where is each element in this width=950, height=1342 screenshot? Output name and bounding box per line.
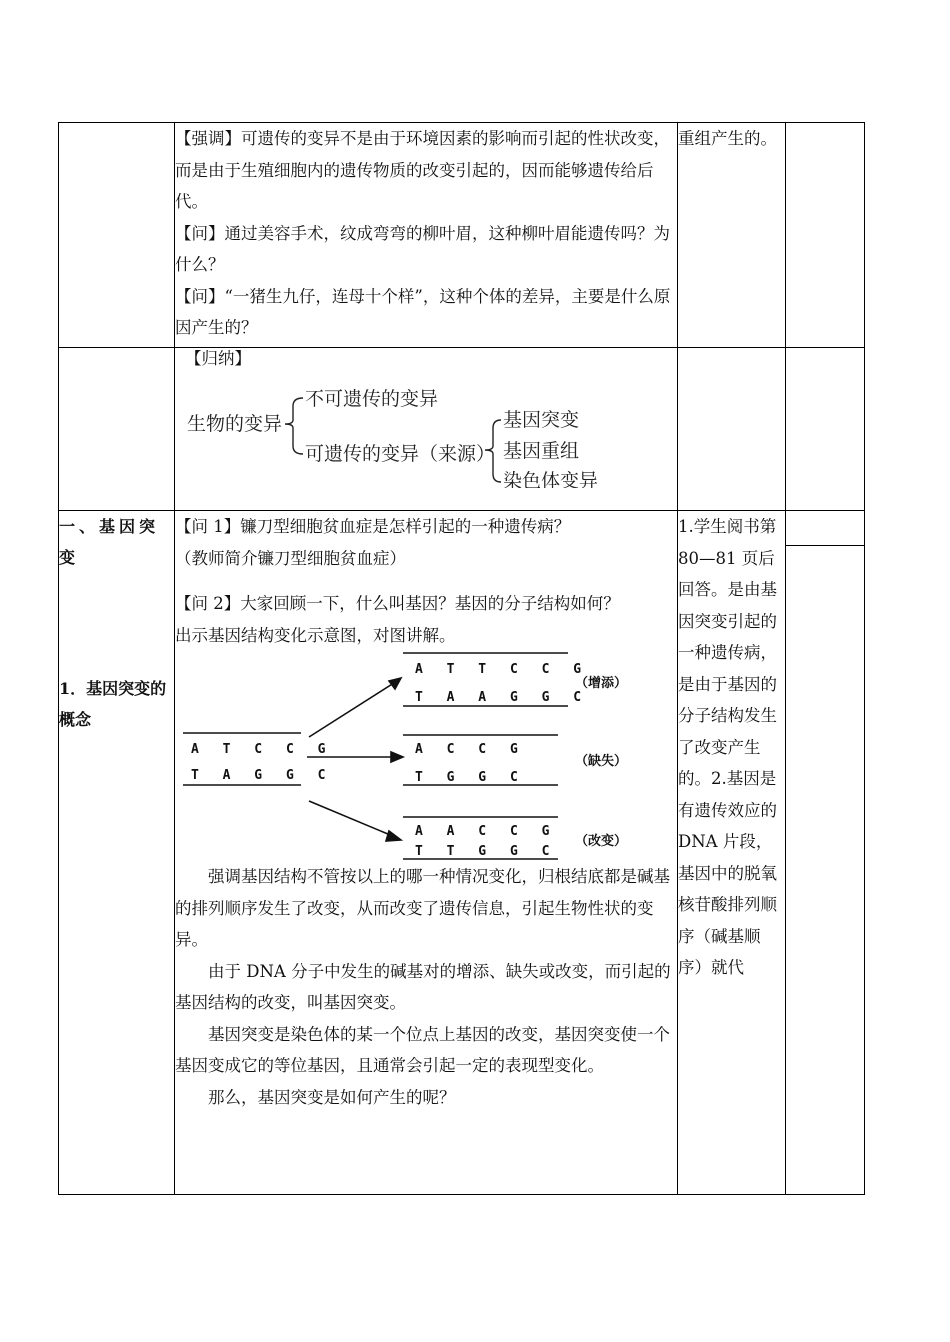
student-answer: 重组产生的。 bbox=[678, 129, 777, 148]
variation-classification-diagram bbox=[185, 370, 665, 488]
definition-paragraph: 由于 DNA 分子中发生的碱基对的增添、缺失或改变，而引起的基因结构的改变，叫基因突变。 bbox=[175, 961, 671, 1012]
question-2: 【问 2】大家回顾一下，什么叫基因？基因的分子结构如何？ bbox=[175, 594, 620, 613]
section-label-cell bbox=[59, 511, 175, 1195]
deletion-strand-top: A C C G bbox=[415, 742, 526, 757]
student-activity-cell bbox=[678, 348, 786, 511]
question-1: 【问 1】镰刀型细胞贫血症是怎样引起的一种遗传病？ bbox=[175, 517, 571, 536]
label-cell-empty bbox=[59, 348, 175, 511]
notes-cell bbox=[786, 123, 865, 348]
notes-subcell bbox=[786, 511, 864, 546]
summary-heading: 【归纳】 bbox=[185, 349, 251, 368]
content-cell bbox=[175, 123, 678, 348]
question-paragraph: 【问】通过美容手术，纹成弯弯的柳叶眉，这种柳叶眉能遗传吗？为什么？ bbox=[175, 223, 670, 274]
brace-lines bbox=[285, 398, 501, 482]
diagram-leaf: 基因突变 bbox=[503, 410, 580, 431]
original-strand-bottom: T A G G C bbox=[191, 768, 334, 783]
diagram-branch-bottom: 可遗传的变异（来源） bbox=[305, 444, 496, 465]
table-row bbox=[59, 511, 865, 1195]
question-1-note: （教师简介镰刀型细胞贫血症） bbox=[175, 548, 406, 568]
deletion-label: （缺失） bbox=[575, 754, 628, 769]
student-activity-cell bbox=[678, 123, 786, 348]
table-row bbox=[59, 348, 865, 511]
explanation-paragraph: 强调基因结构不管按以上的哪一种情况变化，归根结底都是碱基的排列顺序发生了改变，从而改变了遗传信息，引起生物性状的变异。 bbox=[175, 867, 670, 949]
explanation-paragraph: 基因突变是染色体的某一个位点上基因的改变，基因突变使一个基因变成它的等位基因，且通常会引起一定的表现型变化。 bbox=[175, 1024, 670, 1075]
original-strand-top: A T C C G bbox=[191, 742, 334, 757]
student-activity-cell bbox=[678, 511, 786, 1195]
summary-cell bbox=[175, 348, 678, 511]
diagram-leaf: 基因重组 bbox=[503, 441, 580, 462]
notes-cell bbox=[786, 348, 865, 511]
emphasis-paragraph: 【强调】可遗传的变异不是由于环境因素的影响而引起的性状改变，而是由于生殖细胞内的遗传物质的改变引起的，因而能够遗传给后代。 bbox=[175, 129, 670, 211]
gene-structure-change-figure bbox=[183, 651, 653, 861]
diagram-leaf: 染色体变异 bbox=[503, 471, 599, 488]
section-label: 一、基因突变 bbox=[59, 517, 160, 567]
change-strand-bottom: T T G G C bbox=[415, 844, 558, 859]
table-row bbox=[59, 123, 865, 348]
student-answer: 1.学生阅书第 80—81 页后回答。是由基因突变引起的一种遗传病，是由于基因的分子结构发生了改变产生的。2.基因是有遗传效应的 DNA 片段，基因中的脱氧核苷酸排列顺序（碱基顺序）就代 bbox=[678, 517, 777, 977]
notes-cell bbox=[786, 511, 865, 1195]
addition-strand-top: A T T C C G bbox=[415, 662, 590, 677]
label-cell-empty bbox=[59, 123, 175, 348]
change-label: （改变） bbox=[575, 834, 628, 849]
change-strand-top: A A C C G bbox=[415, 824, 558, 839]
arrows bbox=[307, 678, 403, 841]
content-cell bbox=[175, 511, 678, 1195]
figure-intro: 出示基因结构变化示意图，对图讲解。 bbox=[175, 625, 456, 645]
diagram-branch-top: 不可遗传的变异 bbox=[305, 389, 439, 410]
subsection-label: 1．基因突变的概念 bbox=[59, 679, 167, 729]
diagram-root: 生物的变异 bbox=[187, 414, 283, 435]
question-paragraph: 那么，基因突变是如何产生的呢？ bbox=[208, 1087, 456, 1107]
notes-split bbox=[786, 511, 864, 546]
deletion-strand-bottom: T G G C bbox=[415, 770, 526, 785]
question-paragraph: 【问】“一猪生九仔，连母十个样”，这种个体的差异，主要是什么原因产生的？ bbox=[175, 286, 671, 337]
lesson-table bbox=[58, 122, 865, 1195]
addition-strand-bottom: T A A G G C bbox=[415, 690, 590, 705]
addition-label: （增添） bbox=[575, 676, 628, 691]
